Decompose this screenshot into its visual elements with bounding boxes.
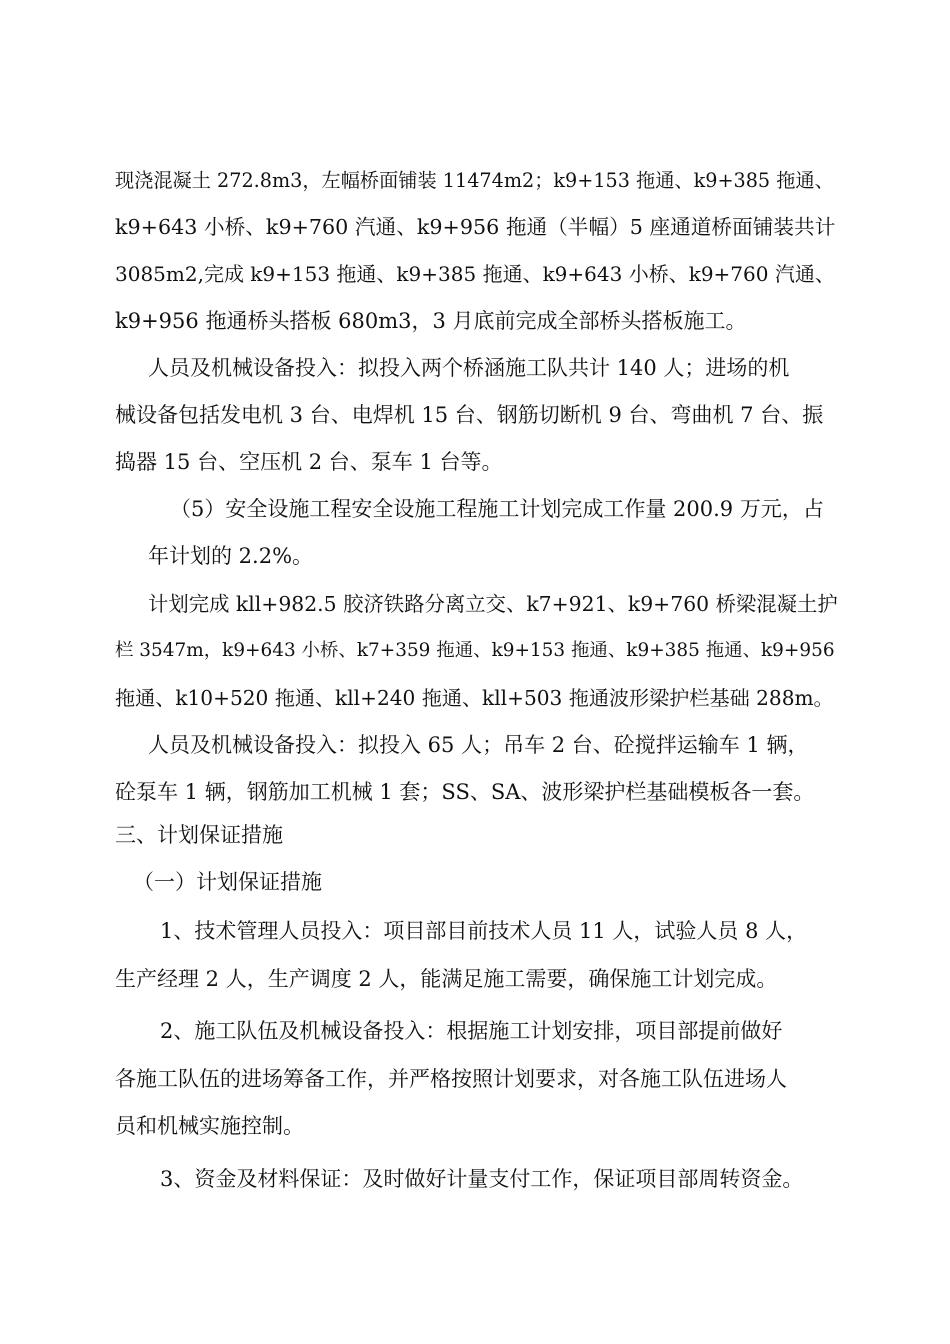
text-line: 3、资金及材料保证：及时做好计量支付工作，保证项目部周转资金。 xyxy=(160,1167,804,1191)
text-line: 人员及机械设备投入：拟投入 65 人；吊车 2 台、砼搅拌运输车 1 辆， xyxy=(148,733,809,757)
text-line: 年计划的 2.2%。 xyxy=(148,544,314,568)
text-line: 各施工队伍的进场筹备工作，并严格按照计划要求，对各施工队伍进场人 xyxy=(115,1067,787,1091)
section-heading: 三、计划保证措施 xyxy=(115,823,283,847)
text-line: 人员及机械设备投入：拟投入两个桥涵施工队共计 140 人；进场的机 xyxy=(148,356,790,380)
text-line: k9+643 小桥、k9+760 汽通、k9+956 拖通（半幅）5 座通道桥面铺装共计 xyxy=(115,215,836,239)
text-line: k9+956 拖通桥头搭板 680m3，3 月底前完成全部桥头搭板施工。 xyxy=(115,309,747,333)
text-line: 生产经理 2 人，生产调度 2 人，能满足施工需要，确保施工计划完成。 xyxy=(115,967,778,991)
text-line: 现浇混凝土 272.8m3，左幅桥面铺装 11474m2；k9+153 拖通、k9+385 拖通、 xyxy=(115,169,834,192)
text-line: 捣器 15 台、空压机 2 台、泵车 1 台等。 xyxy=(115,450,503,474)
text-line: 计划完成 kll+982.5 胶济铁路分离立交、k7+921、k9+760 桥梁混凝土护 xyxy=(148,592,838,616)
text-line: 2、施工队伍及机械设备投入：根据施工计划安排，项目部提前做好 xyxy=(160,1019,783,1043)
text-line: 3085m2,完成 k9+153 拖通、k9+385 拖通、k9+643 小桥、k9+760 汽通、 xyxy=(115,262,835,286)
text-line: 1、技术管理人员投入：项目部目前技术人员 11 人，试验人员 8 人， xyxy=(160,919,808,943)
text-line: 栏 3547m，k9+643 小桥、k7+359 拖通、k9+153 拖通、k9+385 拖通、k9+956 xyxy=(115,640,835,661)
text-line: 拖通、k10+520 拖通、kll+240 拖通、kll+503 拖通波形梁护栏基础 288m。 xyxy=(115,686,834,710)
text-line: （5）安全设施工程安全设施工程施工计划完成工作量 200.9 万元，占 xyxy=(170,497,824,521)
text-line: 械设备包括发电机 3 台、电焊机 15 台、钢筋切断机 9 台、弯曲机 7 台、振 xyxy=(115,403,824,427)
text-line: 砼泵车 1 辆，钢筋加工机械 1 套；SS、SA、波形梁护栏基础模板各一套。 xyxy=(115,780,815,804)
text-line: 员和机械实施控制。 xyxy=(115,1114,304,1138)
subsection-heading: （一）计划保证措施 xyxy=(133,870,322,894)
